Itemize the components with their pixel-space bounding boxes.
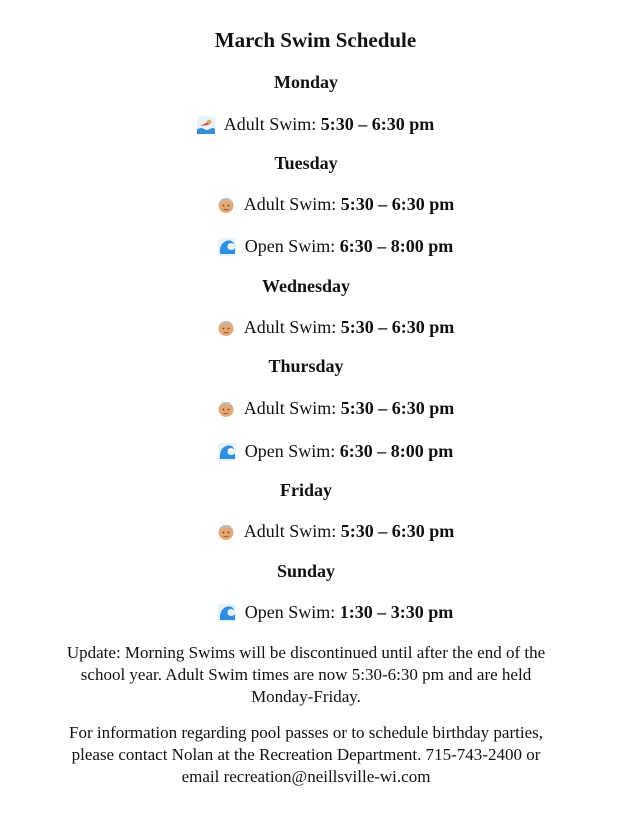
session-label: Open Swim: <box>244 236 336 256</box>
update-note-line: Monday-Friday. <box>251 687 361 706</box>
older-person-icon <box>217 400 235 418</box>
session-row <box>0 236 631 257</box>
day-heading-friday: Friday <box>280 480 332 500</box>
session-label: Adult Swim: <box>243 317 337 337</box>
update-note-line: Update: Morning Swims will be discontinued until after the end of the <box>66 643 546 662</box>
update-note <box>0 642 612 708</box>
contact-note-line: email recreation@neillsville-wi.com <box>181 767 431 786</box>
session-row <box>0 114 631 135</box>
session-row <box>0 317 631 338</box>
session-time: 6:30 – 8:00 pm <box>339 441 454 461</box>
day-heading-sunday: Sunday <box>276 561 336 581</box>
session-time: 5:30 – 6:30 pm <box>340 398 455 418</box>
contact-note-line: For information regarding pool passes or to schedule birthday parties, <box>69 723 543 742</box>
session-row <box>0 398 631 419</box>
day-heading-monday: Monday <box>273 72 338 92</box>
session-row <box>0 441 631 462</box>
contact-note-line: please contact Nolan at the Recreation Department. 715-743-2400 or <box>71 745 541 764</box>
session-time: 5:30 – 6:30 pm <box>340 521 455 541</box>
older-person-icon <box>217 523 235 541</box>
session-label: Adult Swim: <box>243 521 337 541</box>
session-time: 5:30 – 6:30 pm <box>340 317 455 337</box>
session-label: Adult Swim: <box>243 398 337 418</box>
session-row <box>0 602 631 623</box>
older-person-icon <box>217 319 235 337</box>
water-wave-icon <box>218 443 236 461</box>
session-label: Open Swim: <box>244 602 336 622</box>
water-wave-icon <box>218 604 236 622</box>
update-note-line: school year. Adult Swim times are now 5:30-6:30 pm and are held <box>80 665 532 684</box>
session-row <box>0 194 631 215</box>
day-heading-thursday: Thursday <box>268 356 344 376</box>
session-time: 5:30 – 6:30 pm <box>340 194 455 214</box>
session-label: Adult Swim: <box>223 114 317 134</box>
page-title: March Swim Schedule <box>214 28 417 52</box>
session-row <box>0 521 631 542</box>
older-person-icon <box>217 196 235 214</box>
session-time: 5:30 – 6:30 pm <box>320 114 435 134</box>
session-time: 1:30 – 3:30 pm <box>339 602 454 622</box>
session-time: 6:30 – 8:00 pm <box>339 236 454 256</box>
day-heading-wednesday: Wednesday <box>261 276 351 296</box>
water-wave-icon <box>218 238 236 256</box>
day-heading-tuesday: Tuesday <box>274 153 338 173</box>
session-label: Open Swim: <box>244 441 336 461</box>
contact-note <box>0 722 612 788</box>
swimmer-icon <box>197 116 215 134</box>
session-label: Adult Swim: <box>243 194 337 214</box>
